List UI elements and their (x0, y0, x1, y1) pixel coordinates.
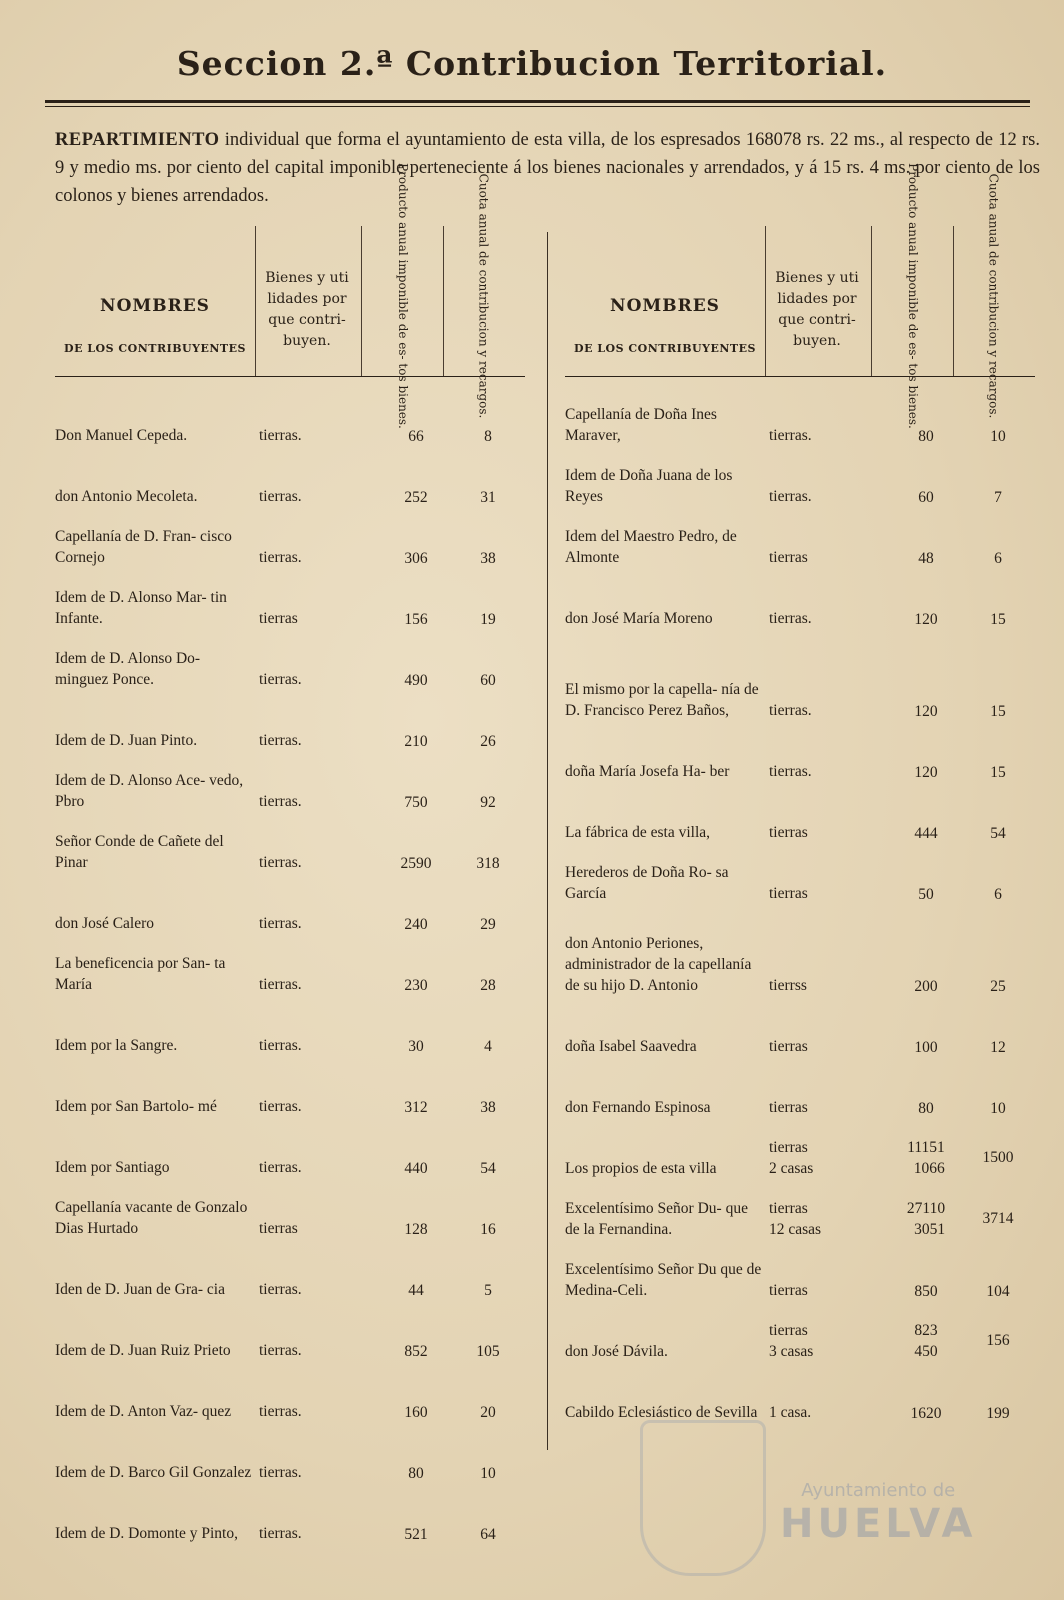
leader-dot (865, 385, 891, 446)
contributor-name: don Fernando Espinosa (565, 1099, 711, 1116)
contributor-name: Idem de D. Alonso Ace- vedo, Pbro (55, 772, 244, 810)
contributor-name: Excelentísimo Señor Du- que de la Fernandina. (565, 1200, 748, 1238)
producto-value-2: 450 (914, 1343, 938, 1360)
producto-cell: 444 (914, 825, 938, 842)
producto-cell: 50 (918, 886, 934, 903)
table-row (55, 934, 525, 995)
contributor-name: Iden de D. Juan de Gra- cia (55, 1281, 225, 1298)
cuota-cell: 10 (990, 1100, 1006, 1117)
table-row (565, 1118, 1035, 1179)
header-separator (871, 226, 872, 376)
cuota-header (451, 173, 515, 419)
bienes-cell: tierras (259, 610, 298, 627)
contributor-name: doña María Josefa Ha- ber (565, 763, 730, 780)
leader-dot (355, 751, 381, 812)
producto-cell: 312 (404, 1099, 428, 1116)
contributor-name: don José Calero (55, 915, 155, 932)
producto-cell: 210 (404, 733, 428, 750)
names-header (565, 296, 765, 355)
cuota-header-text: Cuota anual de contribucion y recargos. (986, 173, 1001, 419)
bienes-cell: tierras. (259, 488, 302, 505)
producto-cell: 128 (404, 1221, 428, 1238)
leader-dot (865, 904, 891, 996)
table-row (55, 1056, 525, 1117)
producto-value: 823 (914, 1322, 938, 1339)
producto-cell: 120 (914, 764, 938, 781)
leader-dot (355, 812, 381, 873)
producto-cell: 490 (404, 672, 428, 689)
producto-cell: 44 (408, 1282, 424, 1299)
producto-value: 27110 (906, 1200, 946, 1217)
cuota-cell: 25 (990, 978, 1006, 995)
contributor-name: doña Isabel Saavedra (565, 1038, 697, 1055)
leader-dot (865, 1057, 891, 1118)
bienes-cell: tierras. (769, 610, 812, 627)
producto-cell: 60 (918, 489, 934, 506)
table-row (565, 782, 1035, 843)
cuota-cell: 199 (986, 1405, 1010, 1422)
cuota-cell: 31 (480, 489, 496, 506)
producto-cell: 850 (914, 1283, 938, 1300)
table-row (55, 1178, 525, 1239)
cuota-cell: 26 (480, 733, 496, 750)
heading-rule-thin (45, 106, 1030, 107)
cuota-cell: 105 (476, 1343, 500, 1360)
cuota-cell: 12 (990, 1039, 1006, 1056)
contributor-name: Idem de D. Alonso Mar- tin Infante. (55, 589, 227, 627)
watermark-line2: HUELVA (780, 1501, 977, 1547)
bienes-cell: 1 casa. (769, 1404, 812, 1421)
producto-cell: 1620 (910, 1405, 942, 1422)
section-heading: Seccion 2.ª Contribucion Territorial. (176, 44, 888, 83)
bienes-cell: tierras. (259, 915, 302, 932)
bienes-cell: tierras. (259, 1037, 302, 1054)
bienes-cell: tierras. (259, 793, 302, 810)
bienes-cell: tierras (259, 1220, 298, 1237)
cuota-cell: 15 (990, 764, 1006, 781)
cuota-cell: 4 (484, 1038, 492, 1055)
table-row (565, 1179, 1035, 1240)
leader-dot (355, 507, 381, 568)
contributor-name: El mismo por la capella- nía de D. Francisco Perez Baños, (565, 681, 759, 719)
bienes-value-2: 12 casas (769, 1221, 822, 1238)
bienes-cell: tierras (769, 1099, 808, 1116)
producto-cell: 100 (914, 1039, 938, 1056)
bienes-header: Bienes y uti lidades por que contri- buyen. (775, 270, 859, 349)
leader-dot (865, 1301, 891, 1362)
producto-header-text: Producto anual imponible de es- tos bienes. (396, 163, 410, 429)
names-header (55, 296, 255, 355)
cuota-cell: 60 (480, 672, 496, 689)
left-table-header (55, 163, 525, 429)
table-row (55, 507, 525, 568)
producto-header (371, 163, 435, 429)
leader-dot (355, 1422, 381, 1483)
producto-cell: 306 (404, 550, 428, 567)
bienes-cell: tierras. (259, 854, 302, 871)
contributor-name: Excelentísimo Señor Du que de Medina-Celi. (565, 1261, 762, 1299)
leader-dot (355, 1117, 381, 1178)
leader-dot (355, 1056, 381, 1117)
table-row (565, 843, 1035, 904)
producto-cell: 120 (914, 611, 938, 628)
producto-header-text: Producto anual imponible de es- tos bienes. (906, 163, 920, 429)
table-row (55, 1483, 525, 1544)
table-row (565, 446, 1035, 507)
bienes-cell (765, 1301, 865, 1362)
contributor-name: don Antonio Mecoleta. (55, 488, 198, 505)
leader-dot (865, 782, 891, 843)
cuota-cell: 156 (986, 1331, 1010, 1349)
bienes-cell: tierras. (769, 427, 812, 444)
contributor-name: La beneficencia por San- ta María (55, 955, 226, 993)
header-separator (255, 226, 256, 376)
leader-dot (355, 934, 381, 995)
leader-dot (355, 385, 381, 446)
table-row (565, 721, 1035, 782)
column-divider (547, 232, 548, 1450)
bienes-cell: tierras. (259, 427, 302, 444)
bienes-cell: tierras (769, 885, 808, 902)
table-row (55, 1361, 525, 1422)
contributor-name: Capellanía de Doña Ines Maraver, (565, 406, 717, 444)
producto-cell: 80 (408, 1465, 424, 1482)
bienes-cell (765, 1179, 865, 1240)
contributor-name: Idem por la Sangre. (55, 1037, 178, 1054)
contributor-name: Idem de D. Juan Pinto. (55, 732, 198, 749)
cuota-cell: 19 (480, 611, 496, 628)
names-header-title: NOMBRES (100, 296, 210, 316)
bienes-cell: tierras (769, 1282, 808, 1299)
producto-cell: 48 (918, 550, 934, 567)
table-row (565, 385, 1035, 446)
contributor-name: Idem de D. Domonte y Pinto, (55, 1525, 238, 1542)
contributor-name: Herederos de Doña Ro- sa García (565, 864, 729, 902)
producto-cell: 120 (914, 703, 938, 720)
contributor-name: Idem por Santiago (55, 1159, 170, 1176)
producto-cell: 852 (404, 1343, 428, 1360)
contributor-name: Idem del Maestro Pedro, de Almonte (565, 528, 737, 566)
bienes-cell: tierras. (259, 1464, 302, 1481)
contributor-name: Don Manuel Cepeda. (55, 427, 188, 444)
contributor-name: don José María Moreno (565, 610, 713, 627)
contributor-name: don Antonio Periones, administrador de la capellanía de su hijo D. Antonio (565, 935, 752, 994)
producto-cell (891, 1301, 961, 1362)
leader-dot (865, 843, 891, 904)
intro-paragraph (55, 126, 1040, 210)
cuota-cell: 6 (994, 550, 1002, 567)
table-row (565, 568, 1035, 629)
bienes-cell: tierras. (259, 732, 302, 749)
archive-watermark (780, 1480, 976, 1547)
table-row (565, 507, 1035, 568)
cuota-cell: 16 (480, 1221, 496, 1238)
table-row (55, 568, 525, 629)
contributor-name: Idem de D. Anton Vaz- quez (55, 1403, 232, 1420)
table-row (565, 629, 1035, 721)
bienes-cell: tierras. (259, 1403, 302, 1420)
leader-dot (355, 1178, 381, 1239)
bienes-header: Bienes y uti lidades por que contri- buyen. (265, 270, 349, 349)
table-row (565, 1362, 1035, 1423)
leader-dot (865, 1240, 891, 1301)
cuota-cell: 64 (480, 1526, 496, 1543)
producto-cell: 156 (404, 611, 428, 628)
leader-dot (355, 690, 381, 751)
names-header-subtitle: DE LOS CONTRIBUYENTES (64, 342, 246, 355)
intro-lead: REPARTIMIENTO (55, 130, 220, 150)
header-separator (361, 226, 362, 376)
contributor-name: Idem por San Bartolo- mé (55, 1098, 217, 1115)
producto-value-2: 1066 (913, 1160, 945, 1177)
contributor-name: Capellanía de D. Fran- cisco Cornejo (55, 528, 232, 566)
leader-dot (355, 1483, 381, 1544)
header-separator (765, 226, 766, 376)
leader-dot (865, 446, 891, 507)
table-row (565, 996, 1035, 1057)
leader-dot (865, 1362, 891, 1423)
bienes-cell: tierras. (769, 763, 812, 780)
bienes-cell: tierras (769, 549, 808, 566)
contributor-name: Idem de Doña Juana de los Reyes (565, 467, 733, 505)
leader-dot (355, 629, 381, 690)
left-column (55, 163, 525, 1544)
producto-cell: 440 (404, 1160, 428, 1177)
leader-dot (355, 1300, 381, 1361)
contributor-name: La fábrica de esta villa, (565, 824, 711, 841)
producto-cell: 200 (914, 978, 938, 995)
table-row (55, 446, 525, 507)
leader-dot (865, 568, 891, 629)
names-header-subtitle: DE LOS CONTRIBUYENTES (574, 342, 756, 355)
table-row (565, 1301, 1035, 1362)
table-row (565, 904, 1035, 996)
leader-dot (865, 1118, 891, 1179)
cuota-cell: 10 (480, 1465, 496, 1482)
bienes-cell: tierrss (769, 977, 807, 994)
cuota-cell: 104 (986, 1283, 1010, 1300)
bienes-value-2: 2 casas (769, 1160, 814, 1177)
contributor-name: Cabildo Eclesiástico de Sevilla (565, 1404, 758, 1421)
bienes-cell (765, 1118, 865, 1179)
producto-cell: 240 (404, 916, 428, 933)
contributor-name: don José Dávila. (565, 1343, 668, 1360)
bienes-cell: tierras (769, 824, 808, 841)
cuota-cell: 15 (990, 611, 1006, 628)
cuota-cell: 15 (990, 703, 1006, 720)
bienes-cell: tierras. (769, 488, 812, 505)
table-row (55, 629, 525, 690)
producto-cell: 252 (404, 489, 428, 506)
producto-cell: 230 (404, 977, 428, 994)
seal-watermark-icon (640, 1420, 766, 1576)
producto-value-2: 3051 (914, 1221, 946, 1238)
cuota-cell: 1500 (982, 1148, 1014, 1166)
names-header-title: NOMBRES (610, 296, 720, 316)
bienes-cell: tierras. (259, 671, 302, 688)
leader-dot (865, 629, 891, 721)
header-separator (953, 226, 954, 376)
cuota-cell: 6 (994, 886, 1002, 903)
producto-cell: 2590 (400, 855, 432, 872)
producto-cell (891, 1118, 961, 1179)
leader-dot (355, 1239, 381, 1300)
leader-dot (355, 1361, 381, 1422)
right-table (565, 385, 1035, 1423)
cuota-cell: 29 (480, 916, 496, 933)
cuota-cell: 38 (480, 1099, 496, 1116)
table-row (55, 1239, 525, 1300)
bienes-value-2: 3 casas (769, 1343, 814, 1360)
table-row (55, 385, 525, 446)
bienes-value: tierras (769, 1139, 808, 1156)
contributor-name: Capellanía vacante de Gonzalo Dias Hurtado (55, 1199, 248, 1237)
contributor-name: Idem de D. Alonso Do- minguez Ponce. (55, 650, 201, 688)
producto-cell: 160 (404, 1404, 428, 1421)
cuota-cell: 10 (990, 428, 1006, 445)
intro-text: individual que forma el ayuntamiento de esta villa, de los espresados 168078 rs. 22 ms., al respecto de 12 rs. 9 y medio ms. por ciento del capital imponible perteneciente á los bienes nacionales y arrendados, y á 15 rs. 4 ms. por ciento de los colonos y bienes arrendados. (55, 130, 1040, 206)
table-row (565, 1240, 1035, 1301)
leader-dot (355, 873, 381, 934)
bienes-cell: tierras. (259, 549, 302, 566)
cuota-cell: 38 (480, 550, 496, 567)
table-row (55, 1117, 525, 1178)
contributor-name: Señor Conde de Cañete del Pinar (55, 833, 224, 871)
bienes-cell: tierras. (259, 1342, 302, 1359)
producto-cell: 521 (404, 1526, 428, 1543)
cuota-cell: 54 (480, 1160, 496, 1177)
bienes-cell: tierras. (259, 1525, 302, 1542)
cuota-cell: 5 (484, 1282, 492, 1299)
cuota-header-text: Cuota anual de contribucion y recargos. (476, 173, 491, 419)
cuota-cell: 20 (480, 1404, 496, 1421)
producto-cell: 66 (408, 428, 424, 445)
table-row (55, 812, 525, 873)
leader-dot (355, 446, 381, 507)
bienes-cell: tierras (769, 1038, 808, 1055)
heading-rule (45, 100, 1030, 103)
bienes-cell: tierras. (259, 976, 302, 993)
producto-cell: 30 (408, 1038, 424, 1055)
right-column (565, 163, 1035, 1423)
contributor-name: Los propios de esta villa (565, 1160, 717, 1177)
producto-cell: 750 (404, 794, 428, 811)
leader-dot (865, 507, 891, 568)
cuota-cell: 92 (480, 794, 496, 811)
cuota-cell: 8 (484, 428, 492, 445)
cuota-cell: 7 (994, 489, 1002, 506)
table-row (565, 1057, 1035, 1118)
cuota-cell: 318 (476, 855, 500, 872)
watermark-line1: Ayuntamiento de (801, 1480, 956, 1501)
header-separator (443, 226, 444, 376)
table-row (55, 995, 525, 1056)
contributor-name: Idem de D. Juan Ruiz Prieto (55, 1342, 231, 1359)
table-row (55, 1300, 525, 1361)
table-row (55, 1422, 525, 1483)
table-row (55, 873, 525, 934)
cuota-cell: 3714 (982, 1209, 1014, 1227)
cuota-cell: 28 (480, 977, 496, 994)
leader-dot (355, 568, 381, 629)
cuota-cell: 54 (990, 825, 1006, 842)
table-row (55, 751, 525, 812)
leader-dot (865, 721, 891, 782)
cuota-header (961, 173, 1025, 419)
left-table (55, 385, 525, 1544)
producto-cell (891, 1179, 961, 1240)
contributor-name: Idem de D. Barco Gil Gonzalez (55, 1464, 252, 1481)
producto-header (881, 163, 945, 429)
bienes-cell: tierras. (259, 1281, 302, 1298)
leader-dot (355, 995, 381, 1056)
bienes-value: tierras (769, 1322, 808, 1339)
bienes-cell: tierras. (259, 1159, 302, 1176)
producto-cell: 80 (918, 428, 934, 445)
bienes-cell: tierras. (259, 1098, 302, 1115)
producto-cell: 80 (918, 1100, 934, 1117)
bienes-cell: tierras. (769, 702, 812, 719)
bienes-value: tierras (769, 1200, 808, 1217)
leader-dot (865, 1179, 891, 1240)
leader-dot (865, 996, 891, 1057)
table-row (55, 690, 525, 751)
producto-value: 11151 (907, 1139, 945, 1156)
